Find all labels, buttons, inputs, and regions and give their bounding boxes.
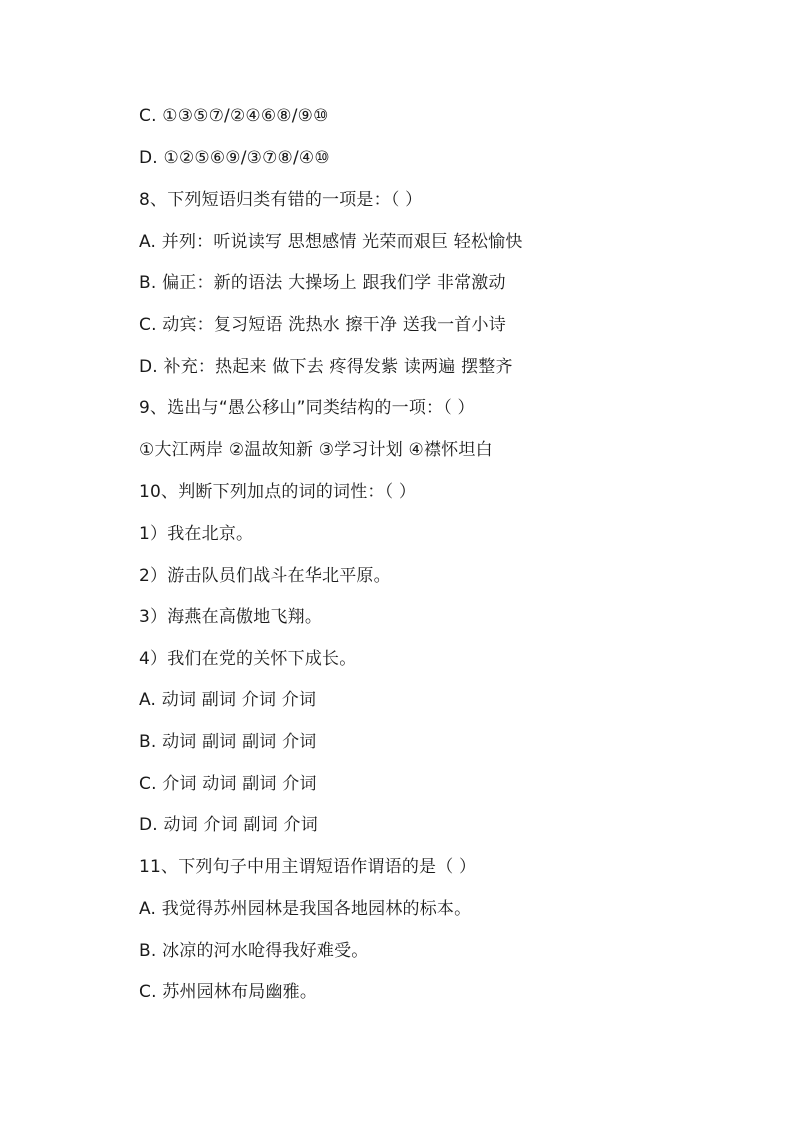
question-10-option-d: D. 动词 介词 副词 介词 (139, 815, 318, 835)
question-10-sentence-2: 2）游击队员们战斗在华北平原。 (139, 566, 391, 586)
question-8-option-a: A. 并列：听说读写 思想感情 光荣而艰巨 轻松愉快 (139, 232, 523, 252)
question-11-stem: 11、下列句子中用主谓短语作谓语的是（ ） (139, 857, 477, 877)
question-9-choices: ①大江两岸 ②温故知新 ③学习计划 ④襟怀坦白 (139, 440, 493, 460)
question-11-option-c: C. 苏州园林布局幽雅。 (139, 982, 318, 1002)
question-8-option-d: D. 补充：热起来 做下去 疼得发紫 读两遍 摆整齐 (139, 357, 513, 377)
question-10-sentence-1: 1）我在北京。 (139, 524, 254, 544)
question-10-sentence-4: 4）我们在党的关怀下成长。 (139, 649, 357, 669)
question-10-option-b: B. 动词 副词 副词 介词 (139, 732, 317, 752)
option-c-grouping: C. ①③⑤⑦/②④⑥⑧/⑨⑩ (139, 106, 329, 126)
question-10-option-a: A. 动词 副词 介词 介词 (139, 690, 317, 710)
question-11-option-b: B. 冰凉的河水呛得我好难受。 (139, 941, 369, 961)
question-9-stem: 9、选出与“愚公移山”同类结构的一项：（ ） (139, 398, 475, 418)
question-10-option-c: C. 介词 动词 副词 介词 (139, 774, 317, 794)
question-10-stem: 10、判断下列加点的词的词性：（ ） (139, 482, 417, 502)
question-8-option-c: C. 动宾：复习短语 洗热水 擦干净 送我一首小诗 (139, 315, 506, 335)
question-8-stem: 8、下列短语归类有错的一项是：（ ） (139, 190, 423, 210)
question-10-sentence-3: 3）海燕在高傲地飞翔。 (139, 607, 323, 627)
option-d-grouping: D. ①②⑤⑥⑨/③⑦⑧/④⑩ (139, 148, 330, 168)
question-8-option-b: B. 偏正：新的语法 大操场上 跟我们学 非常激动 (139, 273, 506, 293)
question-11-option-a: A. 我觉得苏州园林是我国各地园林的标本。 (139, 899, 472, 919)
